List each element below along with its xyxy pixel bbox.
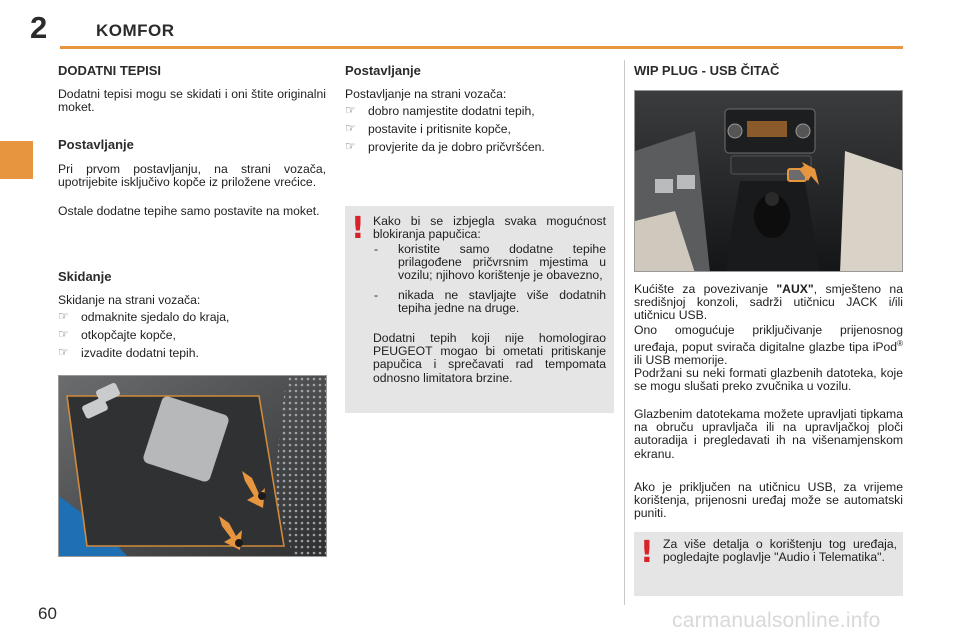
intro-text: Dodatni tepisi mogu se skidati i oni štite originalni moket. [58,87,326,115]
list-item: ☞ provjerite da je dobro pričvršćen. [345,141,613,154]
chapter-side-tab [0,141,33,179]
warning-exclamation-icon: ! [351,211,365,246]
header-rule [60,46,903,49]
list-item: ☞ izvadite dodatni tepih. [58,347,326,360]
list-item: ☞ otkopčajte kopče, [58,329,326,342]
usb-text-1: Kućište za povezivanje "AUX", smješteno na središnjoj konzoli, sadrži utičnicu JACK i/ili utičnicu USB. [634,282,903,323]
note-box [634,532,903,596]
warning-outro: Dodatni tepih koji nije homologirao PEUGEOT mogao bi ometati pritiskanje papučica i sprečavati rad tempomata odnosno limitatora brzine. [373,331,606,385]
seat-shape [840,151,903,272]
list-item: ☞ odmaknite sjedalo do kraja, [58,311,326,324]
remove-steps [58,311,326,366]
list-item: - koristite samo dodatne tepihe prilagođene pričvrsnim mjestima u vozilu; njihovo korištenje je obavezno, [373,243,606,283]
section-title-extra-mats: DODATNI TEPISI [58,63,162,78]
note-text: Za više detalja o korištenju tog uređaja, pogledajte poglavlje "Audio i Telematika". [663,537,897,565]
install-text-1: Pri prvom postavljanju, na strani vozača, upotrijebite isključivo kopče iz priložene vrećice. [58,162,326,190]
usb-text-5: Ako je priključen na utičnicu USB, za vrijeme korištenja, prijenosni uređaj može se automatski puniti. [634,480,903,521]
watermark: carmanualsonline.info [672,609,881,632]
floor-mat-photo [58,375,327,557]
usb-text-3: Podržani su neki formati glazbenih datoteka, koje se mogu slušati preko zvučnika u vozilu. [634,366,903,394]
warning-box [345,206,614,413]
page-number: 60 [38,604,57,623]
usb-text-2: Ono omogućuje priključivanje prijenosnog uređaja, poput svirača digitalne glazbe tipa iPod® ili USB memorije. [634,323,903,368]
install-heading: Postavljanje [58,137,134,152]
list-item: - nikada ne stavljajte više dodatnih tepiha jedne na druge. [373,289,606,315]
console-photo [634,90,903,272]
chapter-title: KOMFOR [96,21,175,40]
chapter-number: 2 [30,10,48,45]
warning-exclamation-icon: ! [640,535,654,570]
warning-list [373,243,606,321]
remove-heading: Skidanje [58,269,112,284]
install-steps [345,105,613,160]
list-item: ☞ dobro namjestite dodatni tepih, [345,105,613,118]
install-text-2: Ostale dodatne tepihe samo postavite na moket. [58,204,320,218]
install-heading-2: Postavljanje [345,63,421,78]
list-item: ☞ postavite i pritisnite kopče, [345,123,613,136]
section-title-usb: WIP PLUG - USB ČITAČ [634,63,780,78]
column-divider [624,60,625,605]
radio-display [747,121,787,137]
warning-intro: Kako bi se izbjegla svaka mogućnost blokiranja papučica: [373,214,606,242]
usb-text-4: Glazbenim datotekama možete upravljati tipkama na obruču upravljača ili na upravljačkoj ploči autoradija i pregledavati ih na višenamjenskom ekranu. [634,407,903,461]
install-intro: Postavljanje na strani vozača: [345,87,507,101]
remove-intro: Skidanje na strani vozača: [58,293,201,307]
